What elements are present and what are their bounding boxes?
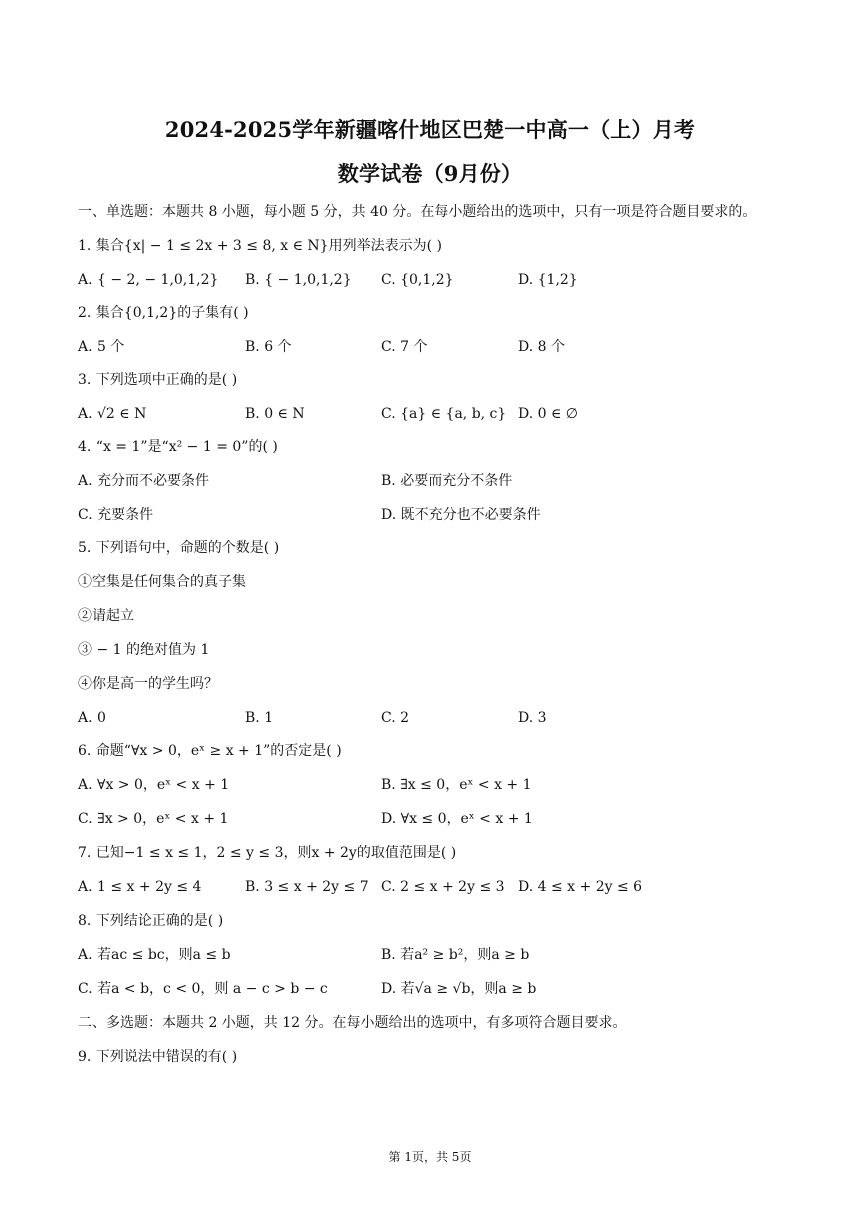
- exam-title-line1: 2024-2025学年新疆喀什地区巴楚一中高一（上）月考: [164, 117, 696, 142]
- question-1-stem: 1. 集合{x| − 1 ≤ 2x + 3 ≤ 8, x ∈ N}用列举法表示为( ): [78, 238, 442, 254]
- question-4-option-c: C. 充要条件: [78, 507, 154, 523]
- question-5-option-a: A. 0: [78, 710, 106, 726]
- question-4-stem: 4. “x = 1”是“x² − 1 = 0”的( ): [78, 439, 278, 455]
- question-6-option-a: A. ∀x > 0，eˣ < x + 1: [78, 777, 230, 793]
- question-1-option-b: B. { − 1,0,1,2}: [245, 272, 352, 288]
- question-5-option-c: C. 2: [381, 710, 410, 726]
- question-5-option-b: B. 1: [245, 710, 274, 726]
- section-heading-single-choice: 一、单选题：本题共 8 小题，每小题 5 分，共 40 分。在每小题给出的选项中，只有一项是符合题目要求的。: [78, 204, 757, 220]
- question-4-option-d: D. 既不充分也不必要条件: [381, 507, 541, 523]
- question-9-stem: 9. 下列说法中错误的有( ): [78, 1049, 238, 1065]
- question-5-stem: 5. 下列语句中，命题的个数是( ): [78, 540, 280, 556]
- question-7-option-b: B. 3 ≤ x + 2y ≤ 7: [245, 879, 369, 895]
- question-1-option-a: A. { − 2, − 1,0,1,2}: [78, 272, 219, 288]
- question-5-item-4: ④你是高一的学生吗？: [78, 676, 218, 692]
- question-4-option-b: B. 必要而充分不条件: [381, 473, 513, 489]
- question-3-stem: 3. 下列选项中正确的是( ): [78, 372, 238, 388]
- section-heading-multiple-choice: 二、多选题：本题共 2 小题，共 12 分。在每小题给出的选项中，有多项符合题目要求。: [78, 1015, 627, 1031]
- question-5-item-2: ②请起立: [78, 608, 134, 624]
- question-8-option-b: B. 若a² ≥ b²，则a ≥ b: [381, 947, 530, 963]
- question-4-option-a: A. 充分而不必要条件: [78, 473, 210, 489]
- question-1-option-c: C. {0,1,2}: [381, 272, 454, 288]
- question-8-option-c: C. 若a < b，c < 0，则 a − c > b − c: [78, 981, 328, 997]
- question-7-option-d: D. 4 ≤ x + 2y ≤ 6: [518, 879, 643, 895]
- question-7-option-c: C. 2 ≤ x + 2y ≤ 3: [381, 879, 505, 895]
- question-6-option-c: C. ∃x > 0，eˣ < x + 1: [78, 811, 229, 827]
- question-6-option-b: B. ∃x ≤ 0，eˣ < x + 1: [381, 777, 532, 793]
- question-5-item-1: ①空集是任何集合的真子集: [78, 574, 246, 590]
- question-2-option-b: B. 6 个: [245, 339, 292, 355]
- question-7-stem: 7. 已知−1 ≤ x ≤ 1，2 ≤ y ≤ 3，则x + 2y的取值范围是( ): [78, 845, 457, 861]
- page-footer: 第 1页，共 5页: [388, 1150, 472, 1164]
- question-6-stem: 6. 命题“∀x > 0，eˣ ≥ x + 1”的否定是( ): [78, 743, 342, 759]
- question-3-option-b: B. 0 ∈ N: [245, 406, 305, 422]
- question-2-option-a: A. 5 个: [78, 339, 125, 355]
- question-5-option-d: D. 3: [518, 710, 547, 726]
- question-3-option-c: C. {a} ∈ {a, b, c}: [381, 406, 507, 422]
- question-1-option-d: D. {1,2}: [518, 272, 578, 288]
- question-8-stem: 8. 下列结论正确的是( ): [78, 913, 224, 929]
- question-2-option-d: D. 8 个: [518, 339, 565, 355]
- question-6-option-d: D. ∀x ≤ 0，eˣ < x + 1: [381, 811, 533, 827]
- question-3-option-a: A. √2 ∈ N: [78, 406, 147, 422]
- question-2-stem: 2. 集合{0,1,2}的子集有( ): [78, 305, 249, 321]
- question-2-option-c: C. 7 个: [381, 339, 428, 355]
- question-3-option-d: D. 0 ∈ ∅: [518, 406, 578, 422]
- question-7-option-a: A. 1 ≤ x + 2y ≤ 4: [78, 879, 202, 895]
- question-8-option-d: D. 若√a ≥ √b，则a ≥ b: [381, 981, 537, 997]
- question-8-option-a: A. 若ac ≤ bc，则a ≤ b: [78, 947, 231, 963]
- question-5-item-3: ③ − 1 的绝对值为 1: [78, 642, 210, 658]
- exam-title-line2: 数学试卷（9月份）: [337, 161, 523, 186]
